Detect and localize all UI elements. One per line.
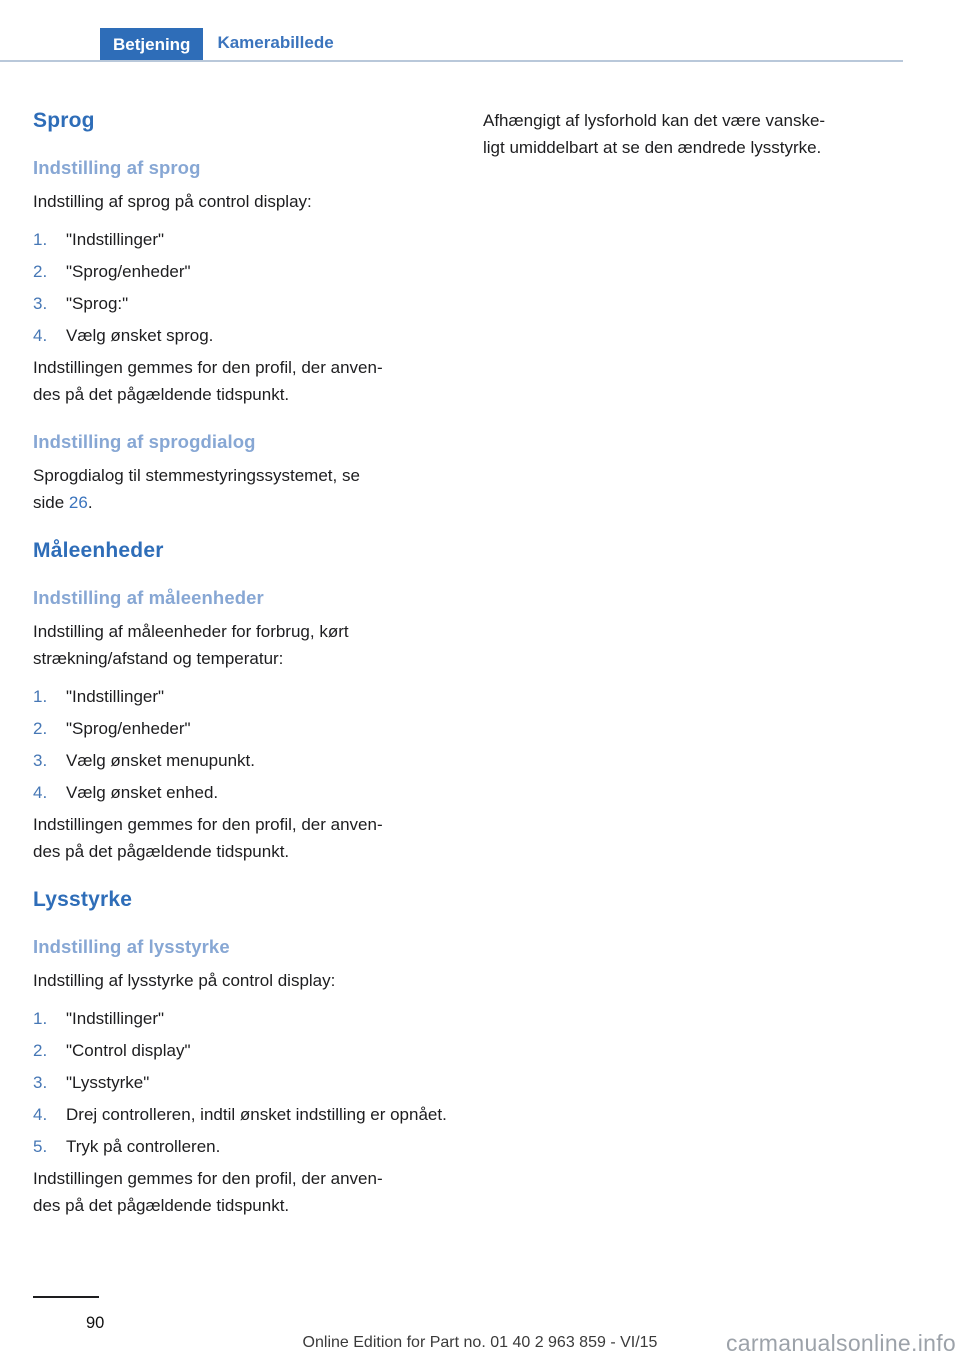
list-item [33, 1069, 463, 1096]
step-number: 3. [33, 751, 48, 770]
sprog-steps-list [33, 226, 463, 349]
text-line: des på det pågældende tidspunkt. [33, 842, 290, 861]
left-column [33, 62, 483, 1219]
list-item [33, 715, 463, 742]
right-column [483, 62, 905, 1219]
step-number: 1. [33, 687, 48, 706]
subheading-indstilling-af-sprogdialog: Indstilling af sprogdialog [33, 431, 256, 452]
step-number: 4. [33, 1105, 48, 1124]
text-line: ligt umiddelbart at se den ændrede lysstyrke. [483, 138, 822, 157]
page-number: 90 [86, 1314, 105, 1332]
subheading-indstilling-af-maaleenheder: Indstilling af måleenheder [33, 587, 264, 608]
footer-divider [33, 1296, 99, 1298]
list-item [33, 683, 463, 710]
sprog-note-paragraph [33, 354, 463, 408]
heading-maaleenheder: Måleenheder [33, 539, 164, 562]
list-item [33, 1037, 463, 1064]
step-text: "Indstillinger" [66, 1009, 165, 1028]
page-content [0, 62, 960, 1219]
text-line: des på det pågældende tidspunkt. [33, 385, 290, 404]
list-item [33, 1133, 463, 1160]
text-line: Indstilling af måleenheder for forbrug, kørt [33, 622, 349, 641]
text-line: Indstillingen gemmes for den profil, der anven- [33, 815, 383, 834]
list-item [33, 290, 463, 317]
text-line: Afhængigt af lysforhold kan det være vanske- [483, 111, 826, 130]
text-line: Indstillingen gemmes for den profil, der anven- [33, 358, 383, 377]
step-text: Drej controlleren, indtil ønsket indstilling er opnået. [66, 1105, 447, 1124]
maaleenheder-intro-paragraph [33, 618, 463, 672]
step-number: 1. [33, 1009, 48, 1028]
watermark: carmanualsonline.info [725, 1330, 956, 1356]
header-section-label: Kamerabillede [217, 33, 334, 52]
step-text: Tryk på controlleren. [66, 1137, 221, 1156]
edition-note: Online Edition for Part no. 01 40 2 963 859 - VI/15 [302, 1334, 658, 1351]
text-line: des på det pågældende tidspunkt. [33, 1196, 290, 1215]
subheading-indstilling-af-sprog: Indstilling af sprog [33, 157, 201, 178]
step-number: 3. [33, 294, 48, 313]
heading-lysstyrke: Lysstyrke [33, 888, 133, 911]
sprog-intro-paragraph: Indstilling af sprog på control display: [33, 192, 312, 211]
text-line: . [87, 493, 93, 512]
maaleenheder-steps-list [33, 683, 463, 806]
step-text: "Indstillinger" [66, 687, 165, 706]
sprogdialog-paragraph [33, 462, 463, 516]
text-line: strækning/afstand og temperatur: [33, 649, 284, 668]
list-item [33, 747, 463, 774]
step-text: Vælg ønsket menupunkt. [66, 751, 255, 770]
text-line: Indstillingen gemmes for den profil, der anven- [33, 1169, 383, 1188]
step-text: "Control display" [66, 1041, 191, 1060]
step-text: Vælg ønsket sprog. [66, 326, 214, 345]
step-text: "Lysstyrke" [66, 1073, 150, 1092]
text-line: Sprogdialog til stemmestyringssystemet, se [33, 466, 360, 485]
step-number: 4. [33, 326, 48, 345]
maaleenheder-note-paragraph [33, 811, 463, 865]
page-header [0, 0, 960, 62]
page-reference-link[interactable]: 26 [68, 493, 88, 512]
list-item [33, 226, 463, 253]
header-chapter-tab: Betjening [100, 28, 203, 60]
lysstyrke-note-paragraph [33, 1165, 463, 1219]
step-number: 2. [33, 1041, 48, 1060]
step-text: "Sprog/enheder" [66, 262, 191, 281]
step-number: 2. [33, 719, 48, 738]
subheading-indstilling-af-lysstyrke: Indstilling af lysstyrke [33, 936, 230, 957]
list-item [33, 779, 463, 806]
lysforhold-info-paragraph [483, 107, 905, 161]
list-item [33, 1101, 463, 1128]
step-text: "Sprog:" [66, 294, 129, 313]
heading-sprog: Sprog [33, 109, 95, 132]
step-text: "Indstillinger" [66, 230, 165, 249]
list-item [33, 258, 463, 285]
running-header [0, 27, 960, 60]
step-text: "Sprog/enheder" [66, 719, 191, 738]
lysstyrke-steps-list [33, 1005, 463, 1160]
lysstyrke-intro-paragraph: Indstilling af lysstyrke på control display: [33, 971, 336, 990]
step-number: 3. [33, 1073, 48, 1092]
step-number: 1. [33, 230, 48, 249]
step-number: 5. [33, 1137, 48, 1156]
list-item [33, 322, 463, 349]
step-number: 2. [33, 262, 48, 281]
step-number: 4. [33, 783, 48, 802]
step-text: Vælg ønsket enhed. [66, 783, 219, 802]
text-line: side [33, 493, 69, 512]
list-item [33, 1005, 463, 1032]
